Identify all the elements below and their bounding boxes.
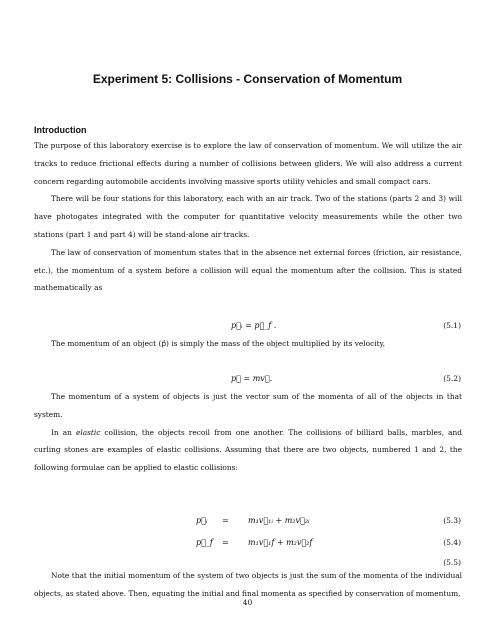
equation-5-4-rhs: m₁v⃗₁f + m₂v⃗₂f bbox=[248, 538, 313, 547]
equation-5-1-number: (5.1) bbox=[443, 321, 461, 330]
equation-5-3-lhs: p⃗ᵢ bbox=[196, 516, 208, 525]
paragraph-purpose: The purpose of this laboratory exercise is to explore the law of conservation of momentum. We will utilize the air tracks to reduce frictional effects during a number of collisions between gliders. We will also address a current concern regarding automobile accidents involving massive sports utility vehicles and small compact cars. bbox=[34, 141, 462, 186]
equation-5-5-number: (5.5) bbox=[443, 558, 461, 567]
equation-5-2-expression: p⃗ = mv⃗. bbox=[231, 374, 273, 383]
system-momentum-text-block bbox=[34, 388, 462, 477]
paragraph-momentum-definition: The momentum of an object (p⃗) is simply the mass of the object multiplied by its velocity, bbox=[51, 339, 386, 348]
equation-5-4-rel: = bbox=[222, 538, 229, 547]
equation-5-4-lhs: p⃗_f bbox=[196, 538, 213, 547]
intro-text-block bbox=[34, 137, 462, 297]
elastic-prefix: In an bbox=[51, 427, 76, 437]
equation-5-3-number: (5.3) bbox=[443, 516, 461, 525]
elastic-rest: collision, the objects recoil from one another. The collisions of billiard balls, marbles, and curling stones are examples of elastic collisions. Assuming that there are two objects, numbered 1 and 2, the following formulae can be applied to elastic collisions: bbox=[34, 427, 462, 473]
paragraph-elastic-collision bbox=[34, 424, 462, 477]
document-title: Experiment 5: Collisions - Conservation of Momentum bbox=[92, 72, 403, 86]
elastic-emphasis: elastic bbox=[75, 427, 101, 437]
momentum-definition-text bbox=[34, 335, 462, 353]
page-number: 40 bbox=[242, 598, 253, 607]
equation-5-1-expression: p⃗ᵢ = p⃗_f . bbox=[231, 321, 277, 330]
equation-5-4-number: (5.4) bbox=[443, 538, 461, 547]
paragraph-conservation-law: The law of conservation of momentum states that in the absence net external forces (friction, air resistance, etc.), the momentum of a system before a collision will equal the momentum after the collision. This is stated mathematically as bbox=[34, 247, 462, 293]
paragraph-stations: There will be four stations for this laboratory, each with an air track. Two of the stations (parts 2 and 3) will have photogates integrated with the computer for quantitative velocity measurements while the other two stations (part 1 and part 4) will be stand-alone air tracks. bbox=[34, 194, 462, 239]
equation-5-2-number: (5.2) bbox=[443, 374, 461, 383]
equation-5-3-rhs: m₁v⃗₁ᵢ + m₂v⃗₂ᵢ bbox=[248, 516, 310, 525]
equation-5-3-rel: = bbox=[222, 516, 229, 525]
paragraph-system-momentum: The momentum of a system of objects is just the vector sum of the momenta of all of the objects in that system. bbox=[34, 392, 462, 419]
section-heading: Introduction bbox=[34, 125, 87, 135]
paragraph-equating-momenta: Note that the initial momentum of the system of two objects is just the sum of the momenta of the individual objects, as stated above. Then, equating the initial and final momenta as specified by conservation of momentum, bbox=[34, 571, 462, 598]
